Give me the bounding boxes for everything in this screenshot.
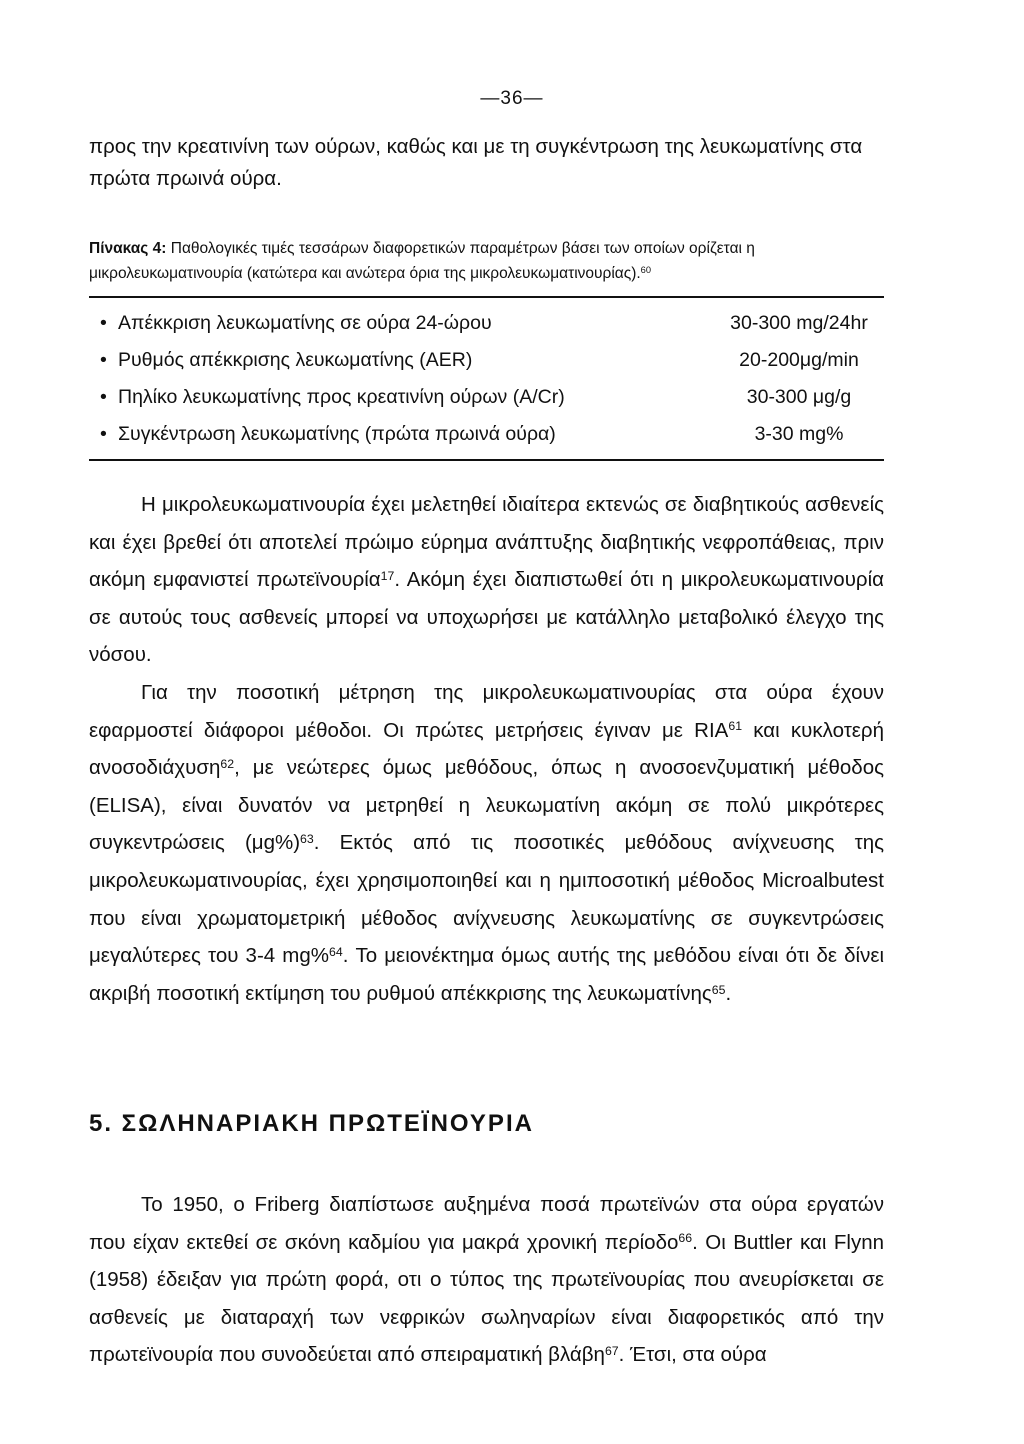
citation: 62 <box>220 757 235 772</box>
paragraph-tubular-proteinuria: Το 1950, ο Friberg διαπίστωσε αυξημένα ποσά πρωτεϊνών στα ούρα εργατών που είχαν εκτεθεί σε σκόνη καδμίου για μακρά χρονική περίοδο$^{66}$. Οι Buttler και Flynn (1958) έδειξαν για πρώτη φορά, οτι ο τύπος της πρωτεϊνουρίας που ανευρίσκεται σε ασθενείς με διαταραχή των νεφρικών σωληναρίων είναι διαφορετικός από την πρωτεϊνουρία που συνοδεύεται από σπειραματική βλάβη$^{67}$. Έτσι, στα ούρα <box>89 1193 885 1367</box>
table-row <box>100 305 884 342</box>
row-value: 3-30 mg% <box>754 423 844 445</box>
citation: 61 <box>728 719 743 734</box>
table-caption-text: Παθολογικές τιμές τεσσάρων διαφορετικών παραμέτρων βάσει των οποίων ορίζεται η μικρολευκωματινουρία (κατώτερα και ανώτερα όρια της μικρολευκωματινουρίας). <box>89 240 755 282</box>
citation: 64 <box>329 944 343 959</box>
citation: 17 <box>380 569 395 584</box>
paragraph-measurement-methods: Για την ποσοτική μέτρηση της μικρολευκωματινουρίας στα ούρα έχουν εφαρμοστεί διάφοροι μέθοδοι. Οι πρώτες μετρήσεις έγιναν με RIA$^{61}$ και κυκλοτερή ανοσοδιάχυση$^{62}$, με νεώτερες όμως μεθόδους, όπως η ανοσοενζυματική μέθοδος (ELISA), είναι δυνατόν να μετρηθεί η λευκωματίνη ακόμη σε πολύ μικρότερες συγκεντρώσεις $(\mu g\%)^{63}$. Εκτός από τις ποσοτικές μεθόδους ανίχνευσης της μικρολευκωματινουρίας, έχει χρησιμοποιηθεί και η ημιποσοτική μέθοδος Microalbutest που είναι χρωματομετρική μέθοδος ανίχνευσης λευκωματίνης σε συγκεντρώσεις μεγαλύτερες του 3-4 mg%$^{64}$. Το μειονέκτημα όμως αυτής της μεθόδου είναι ότι δε δίνει ακριβή ποσοτική εκτίμηση του ρυθμού απέκκρισης της λευκωματίνης$^{65}$. <box>89 680 885 1005</box>
row-value: 30-300 μg/g <box>746 386 852 408</box>
citation: 67 <box>604 1344 619 1359</box>
table-row <box>100 342 884 379</box>
table-row <box>100 379 884 416</box>
bullet-icon: • <box>100 312 107 334</box>
table-top-rule <box>89 296 884 298</box>
citation: 65 <box>711 982 726 997</box>
row-value: 30-300 mg/24hr <box>730 312 868 334</box>
row-label: Ρυθμός απέκκρισης λευκωματίνης (AER) <box>118 349 473 371</box>
table-caption <box>89 236 884 286</box>
table-bottom-rule <box>89 459 884 461</box>
row-value: 20-200μg/min <box>739 349 859 371</box>
bullet-icon: • <box>100 349 107 371</box>
body-section-1 <box>89 486 884 1012</box>
row-label: Πηλίκο λευκωματίνης προς κρεατινίνη ούρων (A/Cr) <box>118 386 565 408</box>
row-label: Συγκέντρωση λευκωματίνης (πρώτα πρωινά ούρα) <box>118 423 556 445</box>
table-caption-ref: 60 <box>640 265 652 276</box>
citation: 63 <box>300 832 314 847</box>
table-row <box>100 416 884 453</box>
bullet-icon: • <box>100 386 107 408</box>
page-number: —36— <box>480 88 544 109</box>
section-heading: 5. ΣΩΛΗΝΑΡΙΑΚΗ ΠΡΩΤΕΪΝΟΥΡΙΑ <box>89 1110 534 1137</box>
bullet-icon: • <box>100 423 107 445</box>
row-label: Απέκκριση λευκωματίνης σε ούρα 24-ώρου <box>118 312 492 334</box>
paragraph-microalbuminuria-diabetes: Η μικρολευκωματινουρία έχει μελετηθεί ιδιαίτερα εκτενώς σε διαβητικούς ασθενείς και έχει βρεθεί ότι αποτελεί πρώιμο εύρημα ανάπτυξης διαβητικής νεφροπάθειας, πριν ακόμη εμφανιστεί πρωτεϊνουρία$^{17}$. Ακόμη έχει διαπιστωθεί ότι η μικρολευκωματινουρία σε αυτούς τους ασθενείς μπορεί να υποχωρήσει με κατάλληλο μεταβολικό έλεγχο της νόσου. <box>89 493 884 667</box>
body-section-2 <box>89 1186 884 1374</box>
intro-paragraph: προς την κρεατινίνη των ούρων, καθώς και με τη συγκέντρωση της λευκωματίνης στα πρώτα πρωινά ούρα. <box>89 135 863 190</box>
table-caption-label: Πίνακας 4: <box>89 240 167 257</box>
reference-values-table <box>100 305 884 453</box>
citation: 66 <box>678 1231 693 1246</box>
